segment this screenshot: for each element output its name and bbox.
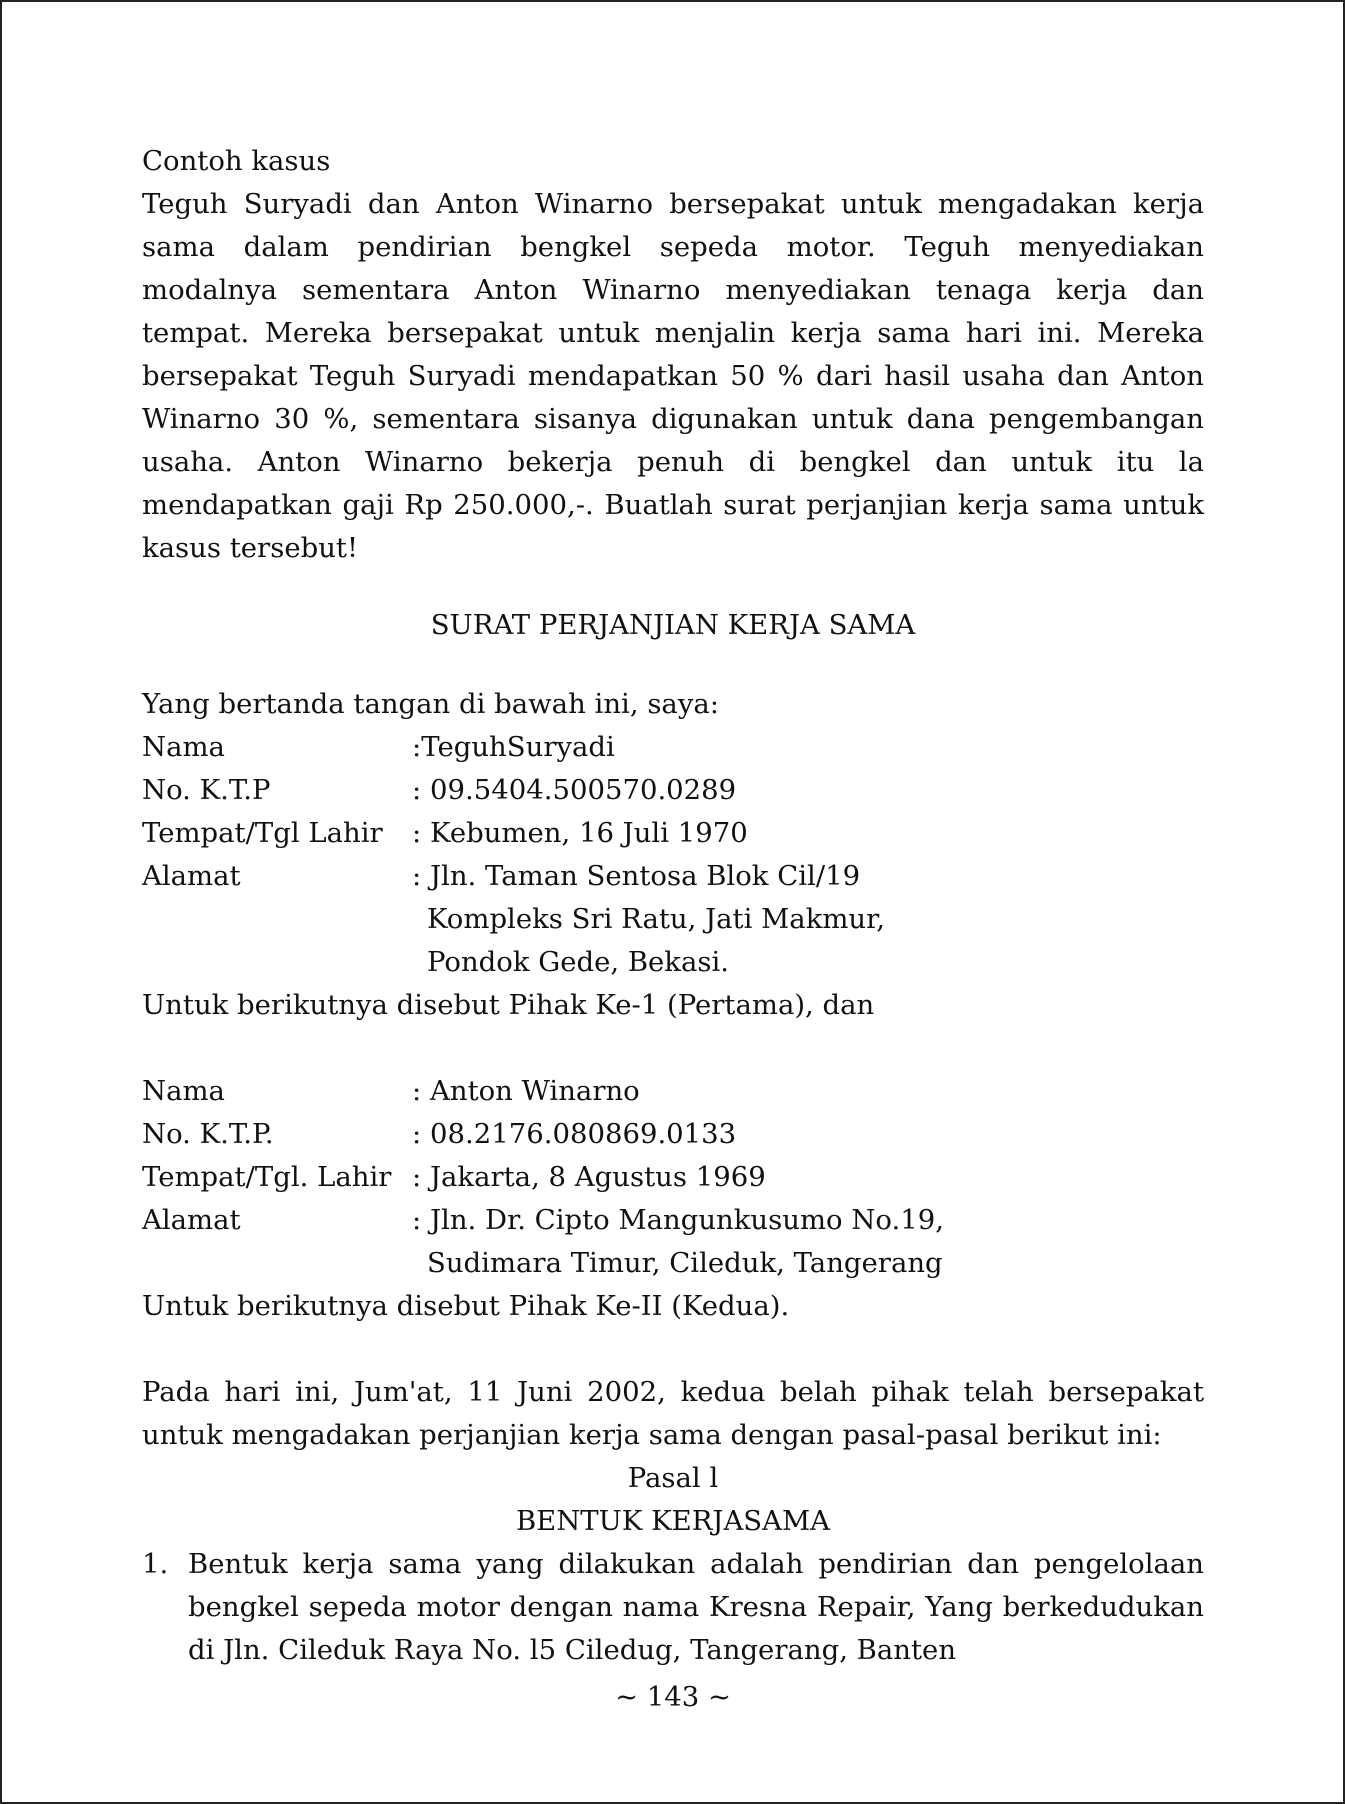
agreement-intro: Pada hari ini, Jum'at, 11 Juni 2002, kedua belah pihak telah bersepakat untuk mengadakan perjanjian kerja sama dengan pasal-pasal berikut ini: xyxy=(142,1376,1204,1451)
article-heading: Pasal l xyxy=(627,1462,719,1494)
party2-address-line1: : Jln. Dr. Cipto Mangunkusumo No.19, xyxy=(412,1204,944,1236)
party1-address-line2: Kompleks Sri Ratu, Jati Makmur, xyxy=(427,903,886,935)
page-content xyxy=(142,140,1204,1719)
party1-designation: Untuk berikutnya disebut Pihak Ke-1 (Pertama), dan xyxy=(142,989,875,1021)
list-item-number: 1. xyxy=(142,1548,169,1580)
case-heading: Contoh kasus xyxy=(142,145,331,177)
party2-ktp-label: No. K.T.P. xyxy=(142,1118,274,1150)
spacer xyxy=(142,1027,1204,1070)
party1-birth-value: : Kebumen, 16 Juli 1970 xyxy=(412,817,748,849)
case-body: Teguh Suryadi dan Anton Winarno bersepakat untuk mengadakan kerja sama dalam pendirian bengkel sepeda motor. Teguh menyediakan modalnya sementara Anton Winarno menyediakan tenaga kerja dan tempat. Mereka bersepakat untuk menjalin kerja sama hari ini. Mereka bersepakat Teguh Suryadi mendapatkan 50 % dari hasil usaha dan Anton Winarno 30 %, sementara sisanya digunakan untuk dana pengembangan usaha. Anton Winarno bekerja penuh di bengkel dan untuk itu la mendapatkan gaji Rp 250.000,-. Buatlah surat perjanjian kerja sama untuk kasus tersebut! xyxy=(142,188,1204,564)
article-title: BENTUK KERJASAMA xyxy=(515,1505,831,1537)
party1-address-row xyxy=(142,855,1204,898)
party1-name-label: Nama xyxy=(142,731,225,763)
party1-birth-label: Tempat/Tgl Lahir xyxy=(142,817,383,849)
party2-name-label: Nama xyxy=(142,1075,225,1107)
letter-intro: Yang bertanda tangan di bawah ini, saya: xyxy=(142,688,720,720)
party1-ktp-value: : 09.5404.500570.0289 xyxy=(412,774,737,806)
list-item-text: Bentuk kerja sama yang dilakukan adalah pendirian dan pengelolaan bengkel sepeda motor dengan nama Kresna Repair, Yang berkedudukan di Jln. Cileduk Raya No. l5 Ciledug, Tangerang, Banten xyxy=(188,1548,1204,1666)
party1-name-value: :TeguhSuryadi xyxy=(412,731,615,763)
party2-birth-label: Tempat/Tgl. Lahir xyxy=(142,1161,392,1193)
party2-address-row xyxy=(142,1199,1204,1242)
party1-birth-row xyxy=(142,812,1204,855)
party1-ktp-row xyxy=(142,769,1204,812)
party1-address-line1: : Jln. Taman Sentosa Blok Cil/19 xyxy=(412,860,861,892)
party1-address-line3: Pondok Gede, Bekasi. xyxy=(427,946,730,978)
party2-ktp-value: : 08.2176.080869.0133 xyxy=(412,1118,737,1150)
party2-birth-value: : Jakarta, 8 Agustus 1969 xyxy=(412,1161,766,1193)
spacer xyxy=(142,1328,1204,1371)
party2-birth-row xyxy=(142,1156,1204,1199)
party2-designation: Untuk berikutnya disebut Pihak Ke-II (Kedua). xyxy=(142,1290,790,1322)
party1-ktp-label: No. K.T.P xyxy=(142,774,271,806)
party1-name-row xyxy=(142,726,1204,769)
letter-title: SURAT PERJANJIAN KERJA SAMA xyxy=(430,609,916,641)
list-item xyxy=(142,1543,1204,1672)
party2-address-label: Alamat xyxy=(142,1204,241,1236)
party2-ktp-row xyxy=(142,1113,1204,1156)
party2-address-line2: Sudimara Timur, Cileduk, Tangerang xyxy=(427,1247,943,1279)
party2-name-row xyxy=(142,1070,1204,1113)
party1-address-label: Alamat xyxy=(142,860,241,892)
party2-details xyxy=(142,1070,1204,1328)
page-number: ~ 143 ~ xyxy=(614,1681,732,1713)
party2-name-value: : Anton Winarno xyxy=(412,1075,640,1107)
party1-details xyxy=(142,726,1204,1027)
